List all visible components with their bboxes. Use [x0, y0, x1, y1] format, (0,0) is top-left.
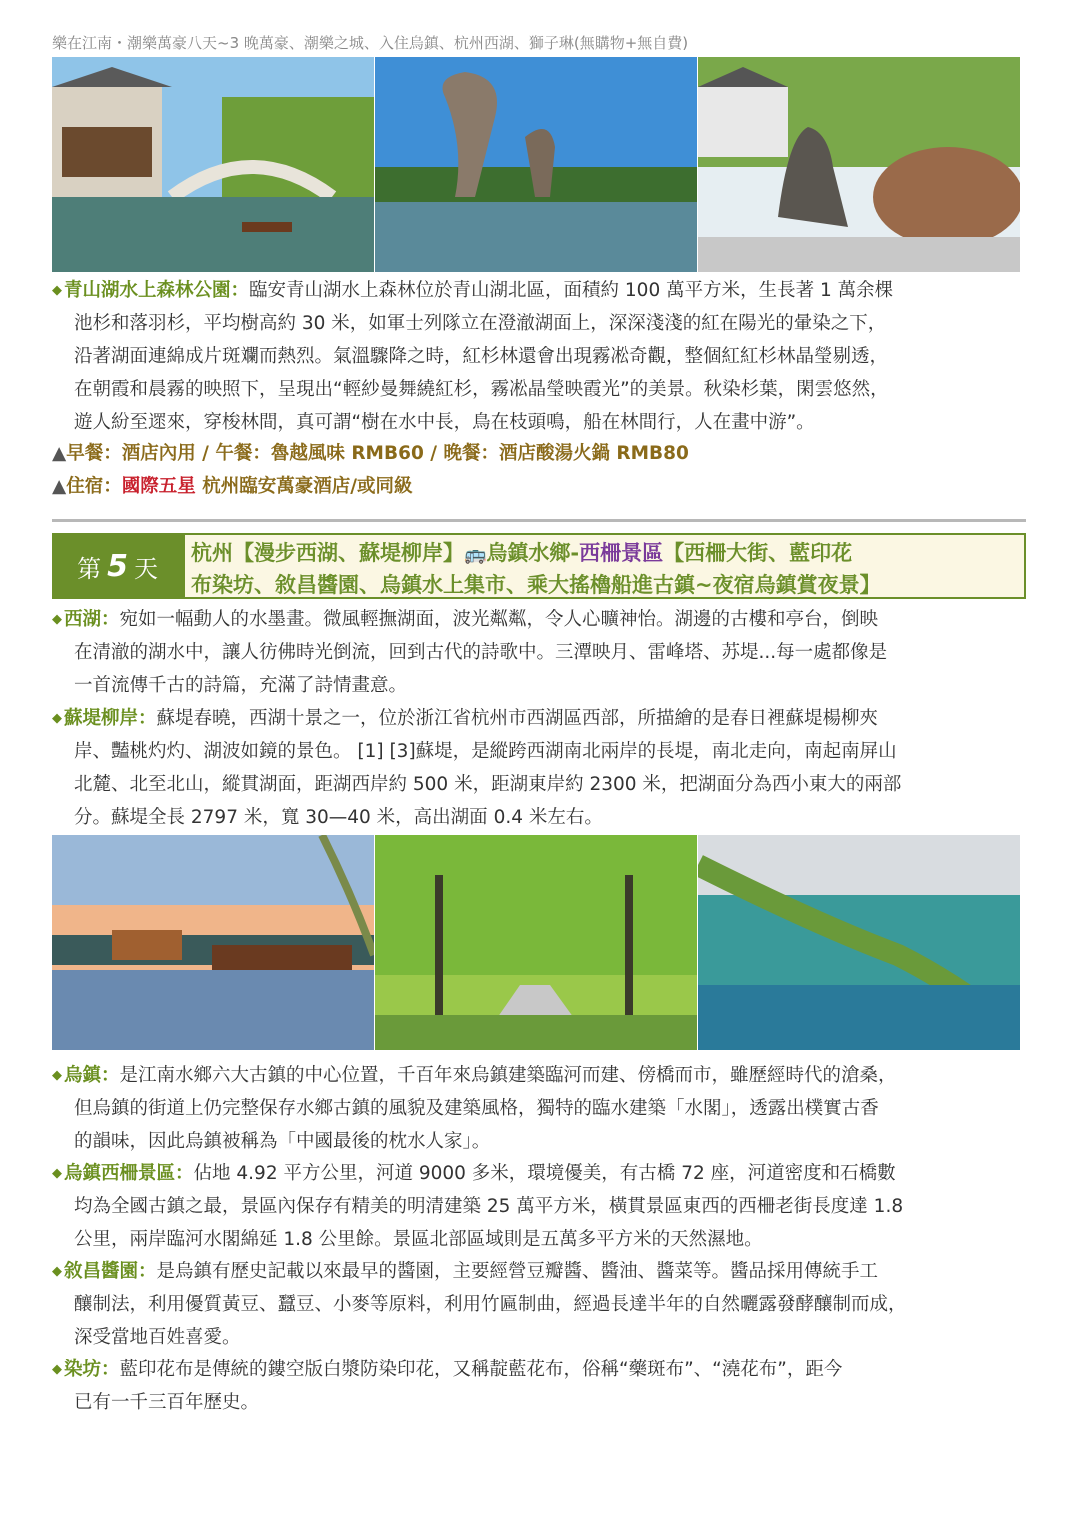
xuchang-term: 敘昌醬園：	[64, 1261, 157, 1282]
qingshan-text: 在朝霞和晨霧的映照下，呈現出“輕紗曼舞繞紅杉，霧凇晶瑩映霞光”的美景。秋染杉葉，閑雲悠然，	[74, 379, 889, 400]
xizha-section	[52, 1157, 1032, 1256]
day-title-part: 【西柵大街、藍印花	[663, 541, 853, 565]
sudi-text: 岸、豔桃灼灼、湖波如鏡的景色。 [1] [3]蘇堤，是縱跨西湖南北兩岸的長堤，南北走向，南起南屏山	[74, 741, 897, 762]
photo-row-top	[52, 57, 1020, 272]
xizha-term: 烏鎮西柵景區：	[64, 1163, 194, 1184]
bullet-icon: ◆	[52, 612, 62, 627]
sudi-text: 北麓、北至北山，縱貫湖面，距湖西岸約 500 米，距湖東岸約 2300 米，把湖面分為西小東大的兩部	[74, 774, 902, 795]
bullet-icon: ◆	[52, 711, 62, 726]
photo-aerial-causeway	[698, 835, 1020, 1050]
triangle-icon: ▲	[52, 443, 67, 464]
xuchang-text: 深受當地百姓喜愛。	[74, 1327, 241, 1348]
meals-text: 早餐：酒店內用 / 午餐：魯越風味 RMB60 / 晚餐：酒店酸湯火鍋 RMB80	[66, 443, 689, 464]
wuzhen-term: 烏鎮：	[64, 1065, 120, 1086]
day-title-part: 杭州【漫步西湖、蘇堤柳岸】	[191, 541, 464, 565]
day-badge	[52, 533, 183, 599]
xuchang-text: 釀制法，利用優質黃豆、蠶豆、小麥等原料，利用竹匾制曲，經過長達半年的自然曬露發酵釀制而成，	[74, 1294, 907, 1315]
sudi-term: 蘇堤柳岸：	[64, 708, 157, 729]
day-title-highlight: 西柵景區	[579, 541, 664, 565]
qingshan-term: 青山湖水上森林公園：	[64, 280, 250, 301]
wuzhen-text: 但烏鎮的街道上仍完整保存水鄉古鎮的風貌及建築風格，獨特的臨水建築「水閣」，透露出樸實古香	[74, 1098, 879, 1119]
hotel-line	[52, 472, 412, 498]
photo-row-middle	[52, 835, 1020, 1050]
qingshan-section	[52, 274, 1032, 439]
xuchang-text: 是烏鎮有歷史記載以來最早的醬園，主要經營豆瓣醬、醬油、醬菜等。醬品採用傳統手工	[156, 1261, 879, 1282]
wuzhen-section	[52, 1059, 1032, 1158]
xizha-text: 佔地 4.92 平方公里，河道 9000 多米，環境優美，有古橋 72 座，河道密度和石橋數	[193, 1163, 896, 1184]
hotel-name: 杭州臨安萬豪酒店/或同級	[202, 476, 413, 497]
xihu-term: 西湖：	[64, 609, 120, 630]
wuzhen-text: 是江南水鄉六大古鎮的中心位置，千百年來烏鎮建築臨河而建、傍橋而市，雖歷經時代的滄桑，	[119, 1065, 897, 1086]
sudi-section	[52, 702, 1032, 834]
bus-icon: 🚌	[464, 544, 487, 565]
xizha-text: 公里，兩岸臨河水閣綿延 1.8 公里餘。景區北部區域則是五萬多平方米的天然濕地。	[74, 1229, 763, 1250]
day-title-line1	[191, 538, 1024, 570]
hotel-label: 住宿：	[66, 476, 122, 497]
photo-water-town-bridge	[52, 57, 374, 272]
meals-line	[52, 439, 689, 465]
qingshan-text: 臨安青山湖水上森林位於青山湖北區，面積約 100 萬平方米，生長著 1 萬余棵	[249, 280, 894, 301]
day-number: 5	[107, 548, 128, 584]
bullet-icon: ◆	[52, 1166, 62, 1181]
bullet-icon: ◆	[52, 1362, 62, 1377]
ranfang-term: 染坊：	[64, 1359, 120, 1380]
day-prefix: 第	[77, 554, 102, 583]
xizha-text: 均為全國古鎮之最，景區內保存有精美的明清建築 25 萬平方米，橫貫景區東西的西柵老街長度達 1.8	[74, 1196, 904, 1217]
photo-rock-lake	[375, 57, 697, 272]
section-divider	[52, 519, 1026, 522]
hotel-star: 國際五星	[121, 476, 196, 497]
day-title-line2: 布染坊、敘昌醬園、烏鎮水上集市、乘大搖櫓船進古鎮~夜宿烏鎮賞夜景】	[191, 573, 881, 597]
qingshan-text: 池杉和落羽杉，平均樹高約 30 米，如軍士列隊立在澄澈湖面上，深深淺淺的紅在陽光的暈染之下，	[74, 313, 887, 334]
day-title-part: 烏鎮水鄉-	[486, 541, 580, 565]
photo-statue-stone	[698, 57, 1020, 272]
photo-sudi-willow-path	[375, 835, 697, 1050]
xihu-section	[52, 603, 1032, 702]
xihu-text: 在清澈的湖水中，讓人彷佛時光倒流，回到古代的詩歌中。三潭映月、雷峰塔、苏堤...每一處都像是	[74, 642, 888, 663]
ranfang-text: 已有一千三百年歷史。	[74, 1392, 260, 1413]
xihu-text: 一首流傳千古的詩篇，充滿了詩情畫意。	[74, 675, 408, 696]
sudi-text: 分。蘇堤全長 2797 米，寬 30—40 米，高出湖面 0.4 米左右。	[74, 807, 603, 828]
ranfang-text: 藍印花布是傳統的鏤空版白漿防染印花，又稱靛藍花布，俗稱“藥斑布”、“澆花布”，距今	[119, 1359, 843, 1380]
bullet-icon: ◆	[52, 1264, 62, 1279]
bullet-icon: ◆	[52, 1068, 62, 1083]
day-title-box	[183, 533, 1026, 599]
qingshan-text: 遊人紛至遝來，穿梭林間，真可謂“樹在水中長，鳥在枝頭鳴，船在林間行，人在畫中游”。	[74, 412, 815, 433]
xuchang-section	[52, 1255, 1032, 1354]
photo-west-lake-boats	[52, 835, 374, 1050]
day-suffix: 天	[133, 554, 158, 583]
ranfang-section	[52, 1353, 1032, 1419]
xihu-text: 宛如一幅動人的水墨畫。微風輕撫湖面，波光粼粼，令人心曠神怡。湖邊的古樓和亭台，倒映	[119, 609, 879, 630]
qingshan-text: 沿著湖面連綿成片斑斕而熱烈。氣溫驟降之時，紅杉林還會出現霧凇奇觀，整個紅紅杉林晶瑩剔透，	[74, 346, 889, 367]
wuzhen-text: 的韻味，因此烏鎮被稱為「中國最後的枕水人家」。	[74, 1131, 491, 1152]
bullet-icon: ◆	[52, 283, 62, 298]
sudi-text: 蘇堤春曉，西湖十景之一，位於浙江省杭州市西湖區西部，所描繪的是春日裡蘇堤楊柳夾	[156, 708, 879, 729]
page-header: 樂在江南・潮樂萬豪八天~3 晚萬豪、潮樂之城、入住烏鎮、杭州西湖、獅子琳(無購物+無自費)	[52, 34, 689, 52]
triangle-icon: ▲	[52, 476, 67, 497]
